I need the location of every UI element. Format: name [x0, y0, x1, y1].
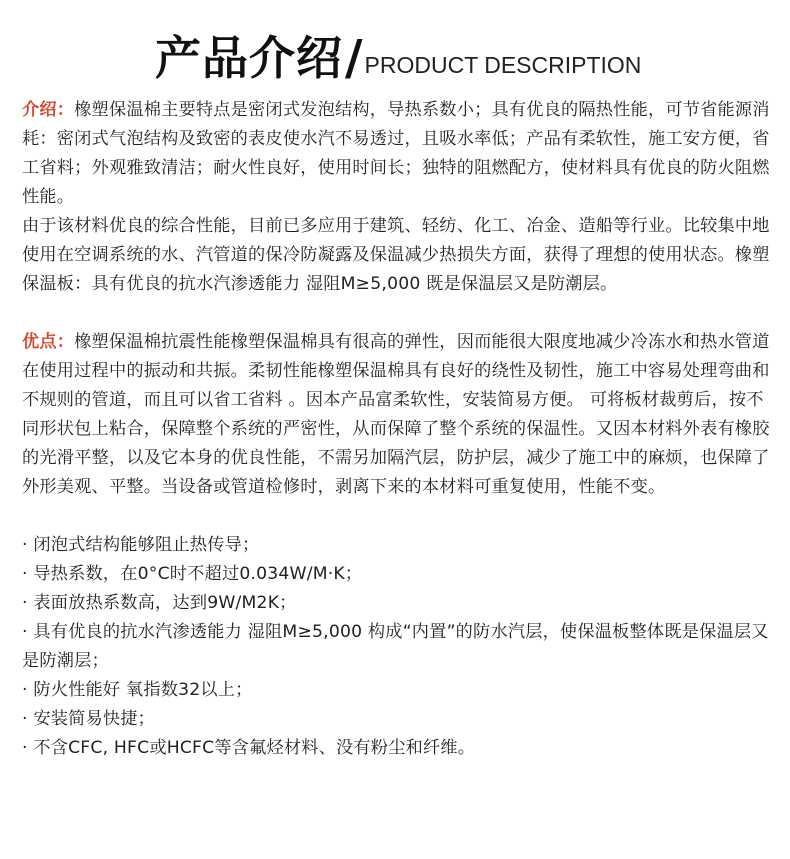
bullet-item: · 导热系数，在0°C时不超过0.034W/M·K； [22, 564, 363, 584]
advantages-label: 优点： [22, 332, 75, 352]
spacer [22, 502, 772, 531]
intro-paragraph [22, 96, 772, 212]
title-slash: / [345, 30, 363, 86]
intro-text: 橡塑保温棉主要特点是密闭式发泡结构，导热系数小；具有优良的隔热性能，可节省能源消耗：密闭式气泡结构及致密的表皮使水汽不易透过，且吸水率低；产品有柔软性，施工安方便，省工省料；外观雅致清洁；耐火性良好，使用时间长；独特的阻燃配方，使材料具有优良的防火阻燃性能。 [22, 100, 770, 207]
bullet-item: · 闭泡式结构能够阻止热传导； [22, 535, 260, 555]
advantages-text: 橡塑保温棉抗震性能橡塑保温棉具有很高的弹性，因而能很大限度地减少冷冻水和热水管道在使用过程中的振动和共振。柔韧性能橡塑保温棉具有良好的绕性及韧性，施工中容易处理弯曲和不规则的管道，而且可以省工省料 。因本产品富柔软性，安装简易方便。 可将板材裁剪后，按不同形状包上粘合，保障整个系统的严密性，从而保障了整个系统的保温性。又因本材料外表有橡胶的光滑平整，以及它本身的优良性能，不需另加隔汽层，防护层，减少了施工中的麻烦，也保障了外形美观、平整。当设备或管道检修时，剥离下来的本材料可重复使用，性能不变。 [22, 332, 770, 497]
bullet-item: · 表面放热系数高，达到9W/M2K； [22, 593, 297, 613]
spacer [22, 299, 772, 328]
bullet-item: · 安装简易快捷； [22, 709, 156, 729]
bullet-item: · 防火性能好 氧指数32以上； [22, 680, 253, 700]
page-header [155, 26, 641, 86]
intro-label: 介绍： [22, 100, 75, 120]
description-content [22, 96, 772, 763]
page-subtitle: PRODUCT DESCRIPTION [364, 52, 642, 78]
page-title: 产品介绍 [155, 31, 343, 85]
bullet-item: · 不含CFC, HFC或HCFC等含氟烃材料、没有粉尘和纤维。 [22, 738, 476, 758]
advantages-paragraph [22, 328, 772, 502]
bullet-item: · 具有优良的抗水汽渗透能力 湿阻M≥5,000 构成“内置”的防水汽层，使保温板整体既是保温层又是防潮层； [22, 622, 769, 671]
intro-paragraph-2: 由于该材料优良的综合性能，目前已多应用于建筑、轻纺、化工、冶金、造船等行业。比较集中地使用在空调系统的水、汽管道的保冷防凝露及保温减少热损失方面，获得了理想的使用状态。橡塑保温板：具有优良的抗水汽渗透能力 湿阻M≥5,000 既是保温层又是防潮层。 [22, 216, 770, 294]
